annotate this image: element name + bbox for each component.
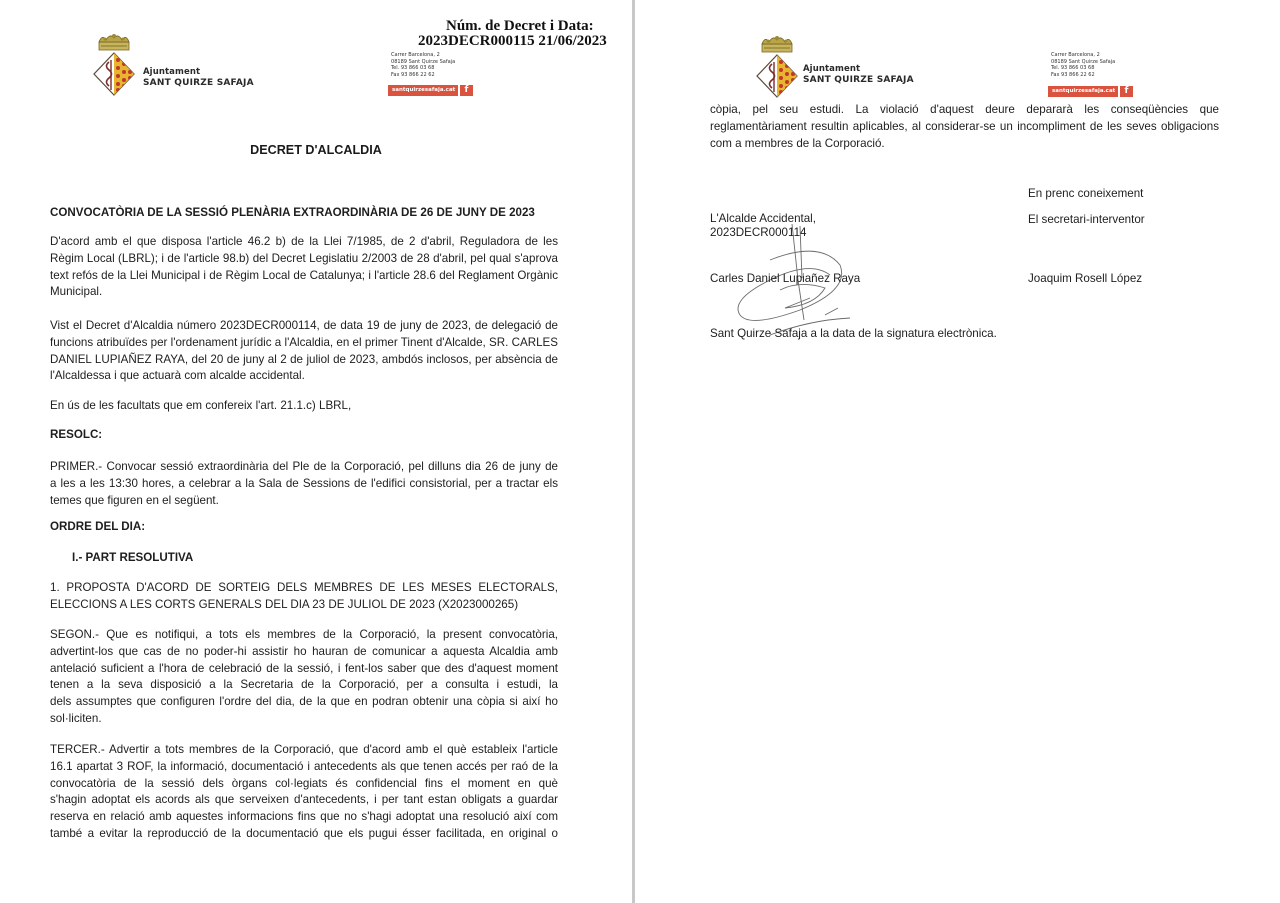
stamp-value: 2023DECR000115 21/06/2023	[418, 33, 607, 49]
agenda-item-1	[50, 580, 558, 614]
website-bar	[1048, 86, 1133, 97]
crown-icon	[99, 34, 129, 50]
text-line: Règim Local (LBRL); i de l'article 98.b) del Decret Legislatiu 2/2003 de 28 d'abril, pel qual s'aprova	[50, 251, 558, 265]
website-bar	[388, 85, 473, 96]
crown-icon	[762, 36, 792, 52]
text-line: En ús de les facultats que em confereix l'art. 21.1.c) LBRL,	[50, 399, 352, 412]
paragraph-delegation	[50, 318, 558, 385]
signer-role: L'Alcalde Accidental,	[710, 212, 816, 225]
paragraph-tercer	[50, 742, 558, 843]
shield-icon	[94, 53, 134, 95]
text-line: text refós de la Llei Municipal i de Règim Local de Catalunya; i l'article 28.6 del Reglament Orgànic	[50, 268, 558, 282]
text-line: reserva en relació amb aquestes informacions fins que no s'hagi adoptat una resolució així com	[50, 810, 558, 824]
text-line: antelació suficient a l'hora de celebració de la sessió, i fent-los saber que des d'aquest moment	[50, 661, 558, 675]
agenda-heading: ORDRE DEL DIA:	[50, 520, 146, 533]
text-line: 1. PROPOSTA D'ACORD DE SORTEIG DELS MEMBRES DE LES MESES ELECTORALS,	[50, 581, 558, 594]
website-link[interactable]: santquirzesafaja.cat	[1048, 86, 1118, 97]
text-line: temes que figuren en el següent.	[50, 493, 219, 507]
mayor-name: Carles Daniel Lupiañez Raya	[710, 272, 861, 285]
text-line: ELECCIONS A LES CORTS GENERALS DEL DIA 23 DE JULIOL DE 2023 (X2023000265)	[50, 597, 519, 611]
facebook-icon[interactable]: f	[1120, 86, 1133, 97]
org-line-1: Ajuntament	[143, 67, 201, 77]
address-line: Fax 93 866 22 62	[391, 71, 435, 78]
text-line: PRIMER.- Convocar sessió extraordinària del Ple de la Corporació, pel dilluns dia 26 de juny de	[50, 460, 558, 473]
paragraph-powers	[50, 398, 351, 415]
facebook-icon[interactable]: f	[460, 85, 473, 96]
text-line: Municipal.	[50, 285, 103, 299]
org-line-2: SANT QUIRZE SAFAJA	[143, 78, 254, 88]
secretary-name: Joaquim Rosell López	[1028, 272, 1143, 285]
document-title: DECRET D'ALCALDIA	[250, 143, 382, 157]
paragraph-legal-basis	[50, 234, 558, 301]
text-line: també a evitar la reproducció de la documentació que els pugui ésser facilitada, en original o	[50, 826, 558, 840]
text-line: com a membres de la Corporació.	[710, 136, 885, 150]
text-line: reglamentàriament resultin aplicables, al considerar-se un incompliment de les seves obligacions	[710, 119, 1219, 133]
text-line: advertint-los que cas de no poder-hi assistir ho hauran de comunicar a aquesta Alcaldia amb	[50, 644, 558, 658]
stamp-label: Núm. de Decret i Data:	[446, 18, 594, 34]
place-and-date: Sant Quirze Safaja a la data de la signatura electrònica.	[710, 327, 997, 340]
address-block	[391, 52, 455, 78]
coat-of-arms-logo	[92, 32, 136, 96]
address-line: Carrer Barcelona, 2	[391, 52, 440, 58]
org-line-2: SANT QUIRZE SAFAJA	[803, 75, 914, 85]
decree-reference: 2023DECR000114	[710, 226, 807, 239]
paragraph-continuation	[710, 102, 1219, 152]
text-line: tenen a la seva disposició a la Secretaria de la Corporació, per a consulta i estudi, la	[50, 678, 558, 692]
text-line: s'hagin adoptat els acords als que serveixen d'antecedents, i per tant estan obligats a guardar	[50, 793, 558, 807]
text-line: l'Alcaldessa i que actuarà com alcalde accidental.	[50, 369, 305, 383]
text-line: DANIEL LUPIAÑEZ RAYA, del 20 de juny al 2 de juliol de 2023, ambdós inclosos, per absència de	[50, 352, 558, 366]
text-line: convocatòria de la sessió dels òrgans col·legiats és confidencial fins el moment en què	[50, 776, 558, 790]
document-page-2	[635, 0, 1280, 903]
paragraph-primer	[50, 459, 558, 509]
text-line: dels assumptes que configuren l'ordre del dia, de la que en podran obtenir una còpia si així ho	[50, 695, 558, 709]
acknowledgement-note: En prenc coneixement	[1028, 187, 1144, 200]
paragraph-segon	[50, 627, 558, 728]
resolc-heading: RESOLC:	[50, 428, 103, 441]
org-line-1: Ajuntament	[803, 64, 861, 74]
address-line: 08189 Sant Quirze Safaja	[1051, 58, 1116, 65]
text-line: sol·liciten.	[50, 711, 102, 725]
address-line: 08189 Sant Quirze Safaja	[391, 58, 456, 65]
shield-icon	[757, 55, 797, 97]
text-line: D'acord amb el que disposa l'article 46.2 b) de la Llei 7/1985, de 2 d'abril, Reguladora de les	[50, 235, 558, 248]
address-line: Carrer Barcelona, 2	[1051, 52, 1100, 58]
text-line: a les a les 13:30 hores, a celebrar a la Sala de Sessions de l'edifici consistorial, per a tractar els	[50, 476, 558, 490]
website-link[interactable]: santquirzesafaja.cat	[388, 85, 458, 96]
text-line: TERCER.- Advertir a tots membres de la Corporació, que d'acord amb el què estableix l'article	[50, 743, 558, 756]
agenda-section: I.- PART RESOLUTIVA	[72, 551, 194, 564]
secretary-role: El secretari-interventor	[1028, 213, 1145, 226]
session-heading: CONVOCATÒRIA DE LA SESSIÓ PLENÀRIA EXTRAORDINÀRIA DE 26 DE JUNY DE 2023	[50, 206, 535, 219]
organization-name	[143, 67, 254, 89]
text-line: SEGON.- Que es notifiqui, a tots els membres de la Corporació, la present convocatòria,	[50, 628, 558, 641]
coat-of-arms-logo	[755, 34, 799, 98]
address-block	[1051, 52, 1115, 78]
text-line: 16.1 apartat 3 ROF, la informació, documentació i antecedents als que tenen accés per raó de la	[50, 759, 558, 773]
text-line: Vist el Decret d'Alcaldia número 2023DECR000114, de data 19 de juny de 2023, de delegació de	[50, 319, 558, 332]
address-line: Tel. 93 866 03 68	[391, 65, 435, 72]
text-line: funcions atribuïdes per l'ordenament jurídic a l'Alcaldia, en el primer Tinent d'Alcalde, SR. CARLES	[50, 335, 558, 349]
address-line: Fax 93 866 22 62	[1051, 71, 1095, 78]
text-line: còpia, pel seu estudi. La violació d'aquest deure depararà les conseqüències que	[710, 103, 1219, 116]
document-page-1	[0, 0, 632, 903]
organization-name	[803, 64, 914, 86]
decree-number-stamp	[418, 19, 607, 49]
address-line: Tel. 93 866 03 68	[1051, 65, 1095, 72]
